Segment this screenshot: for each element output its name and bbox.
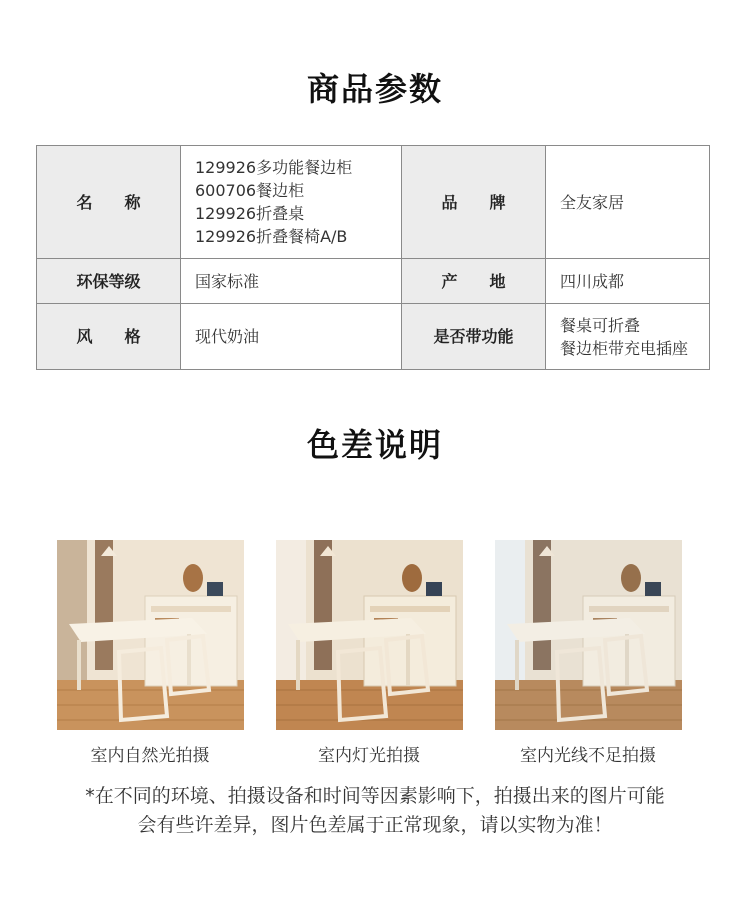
function-label: 是否带功能: [402, 304, 546, 370]
name-label: 名 称: [37, 146, 181, 259]
name-value-line: 129926折叠桌: [195, 204, 305, 223]
photo-lamp-light: [276, 540, 463, 730]
product-params-table: [36, 145, 710, 370]
eco-value: 国家标准: [181, 259, 402, 304]
brand-label: 品 牌: [402, 146, 546, 259]
color-difference-note: [0, 782, 750, 840]
table-row: [37, 259, 710, 304]
photo-caption: 室内自然光拍摄: [90, 746, 210, 766]
params-section-title: 商品参数: [306, 70, 443, 108]
name-value-line: 600706餐边柜: [195, 181, 305, 200]
photo-caption: 室内光线不足拍摄: [520, 746, 656, 766]
photo-row: [0, 540, 750, 730]
brand-value: 全友家居: [546, 146, 710, 259]
origin-label: 产 地: [402, 259, 546, 304]
function-value: [546, 304, 710, 370]
table-row: [37, 304, 710, 370]
origin-value: 四川成都: [546, 259, 710, 304]
photo-caption: 室内灯光拍摄: [318, 746, 420, 766]
name-value-line: 129926多功能餐边柜: [195, 158, 353, 177]
style-value: 现代奶油: [181, 304, 402, 370]
table-row: [37, 146, 710, 259]
color-section-title: 色差说明: [306, 426, 443, 464]
eco-label: 环保等级: [37, 259, 181, 304]
note-line: *在不同的环境、拍摄设备和时间等因素影响下，拍摄出来的图片可能: [85, 785, 665, 807]
photo-natural-light: [57, 540, 244, 730]
style-label: 风 格: [37, 304, 181, 370]
photo-low-light: [495, 540, 682, 730]
name-value-line: 129926折叠餐椅A/B: [195, 227, 348, 246]
note-line: 会有些许差异，图片色差属于正常现象，请以实物为准！: [137, 814, 613, 836]
name-value: [181, 146, 402, 259]
function-value-line: 餐桌可折叠: [560, 315, 641, 335]
function-value-line: 餐边柜带充电插座: [560, 338, 689, 358]
